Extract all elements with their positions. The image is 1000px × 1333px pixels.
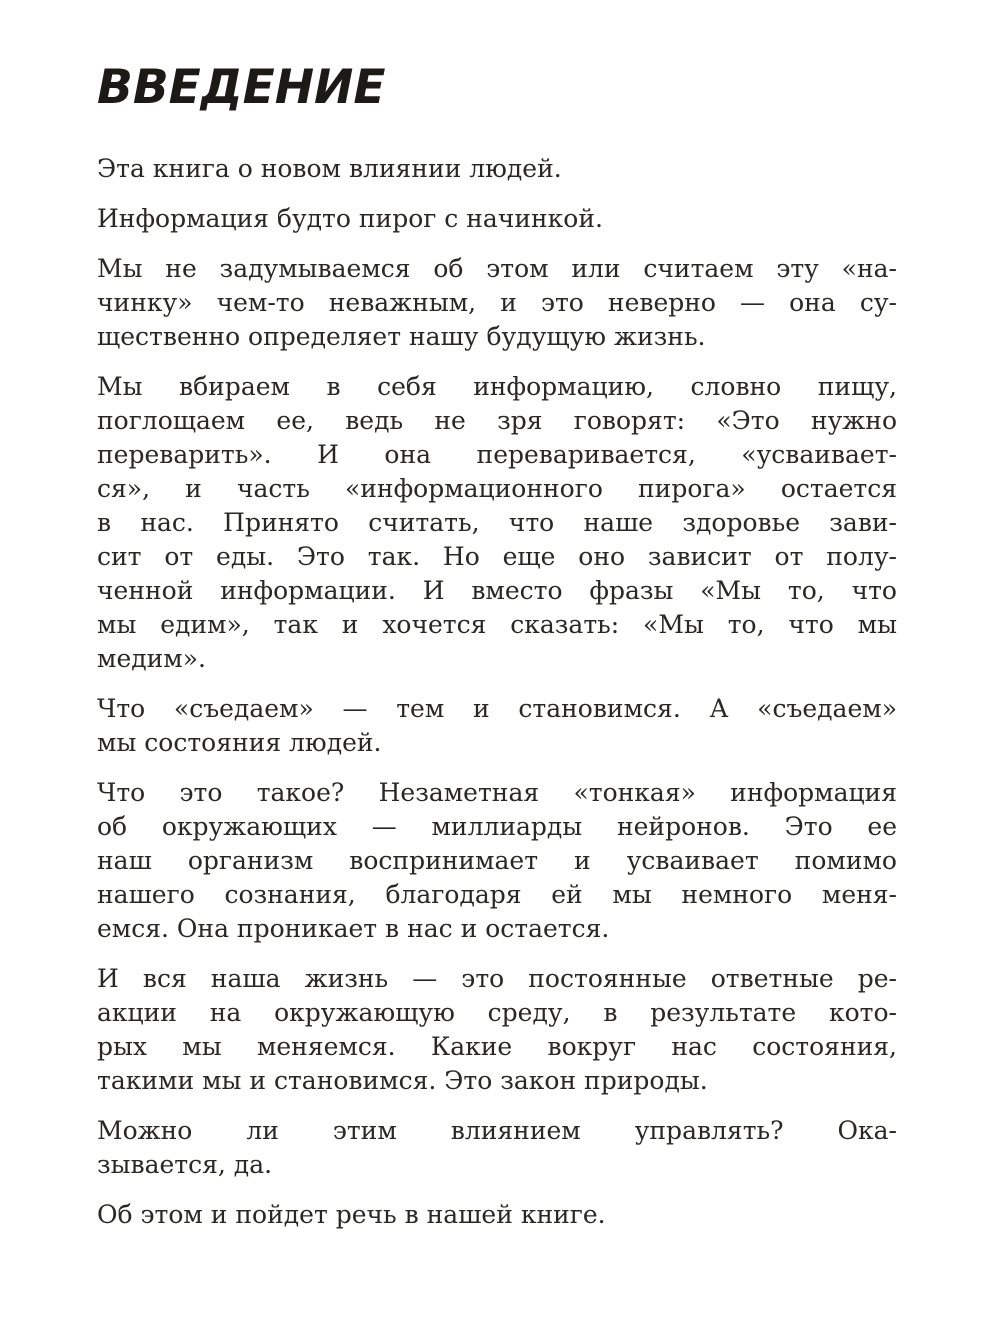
paragraph [97, 776, 897, 946]
text-line: Информация будто пирог с начинкой. [97, 204, 603, 233]
paragraph [97, 1114, 897, 1182]
text-line: Что «съедаем» — тем и становимся. А «съедаем» [97, 694, 897, 723]
text-line: рых мы меняемся. Какие вокруг нас состояния, [97, 1032, 897, 1061]
text-line: Что это такое? Незаметная «тонкая» информация [97, 778, 897, 807]
text-line: об окружающих — миллиарды нейронов. Это ее [97, 812, 897, 841]
text-line: ченной информации. И вместо фразы «Мы то, что [97, 576, 897, 605]
text-line: Об этом и пойдет речь в нашей книге. [97, 1200, 606, 1229]
text-line: медим». [97, 644, 206, 673]
text-line: Мы вбираем в себя информацию, словно пищу, [97, 372, 897, 401]
chapter-body [97, 152, 897, 1248]
paragraph [97, 1198, 897, 1232]
text-line: мы едим», так и хочется сказать: «Мы то, что мы [97, 610, 897, 639]
text-line: поглощаем ее, ведь не зря говорят: «Это нужно [97, 406, 897, 435]
text-line: емся. Она проникает в нас и остается. [97, 914, 610, 943]
text-line: Мы не задумываемся об этом или считаем эту «на- [97, 254, 897, 283]
text-line: И вся наша жизнь — это постоянные ответные ре- [97, 964, 897, 993]
paragraph [97, 962, 897, 1098]
paragraph [97, 152, 897, 186]
chapter-heading: ВВЕДЕНИЕ [97, 60, 386, 115]
text-line: зывается, да. [97, 1150, 273, 1179]
paragraph [97, 252, 897, 354]
paragraph [97, 202, 897, 236]
text-line: мы состояния людей. [97, 728, 382, 757]
text-line: наш организм воспринимает и усваивает помимо [97, 846, 897, 875]
text-line: сит от еды. Это так. Но еще оно зависит от полу- [97, 542, 897, 571]
text-line: переварить». И она переваривается, «усваивает- [97, 440, 897, 469]
text-line: Эта книга о новом влиянии людей. [97, 154, 562, 183]
text-line: акции на окружающую среду, в результате кото- [97, 998, 897, 1027]
text-line: чинку» чем-то неважным, и это неверно — она су- [97, 288, 897, 317]
text-line: щественно определяет нашу будущую жизнь. [97, 322, 706, 351]
text-line: в нас. Принято считать, что наше здоровье зави- [97, 508, 897, 537]
text-line: такими мы и становимся. Это закон природы. [97, 1066, 708, 1095]
paragraph [97, 692, 897, 760]
paragraph [97, 370, 897, 676]
text-line: Можно ли этим влиянием управлять? Ока- [97, 1116, 897, 1145]
text-line: ся», и часть «информационного пирога» остается [97, 474, 897, 503]
text-line: нашего сознания, благодаря ей мы немного меня- [97, 880, 897, 909]
